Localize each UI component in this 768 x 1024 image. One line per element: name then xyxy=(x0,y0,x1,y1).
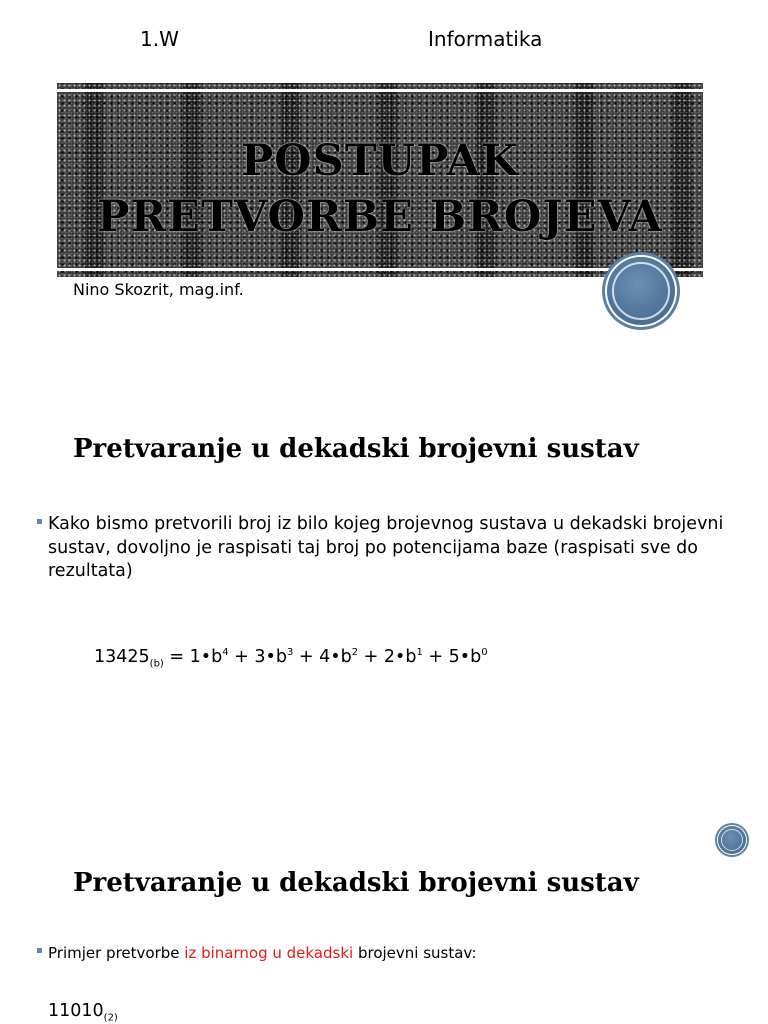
section-2-heading: Pretvaranje u dekadski brojevni sustav xyxy=(73,868,639,898)
circle-badge-icon xyxy=(718,826,746,854)
title-banner xyxy=(57,83,703,277)
formula-equals: = xyxy=(163,647,190,667)
circle-badge-icon xyxy=(607,257,675,325)
formula-number: 13425 xyxy=(94,647,150,667)
section-2-bullet-text: Primjer pretvorbe iz binarnog u dekadski brojevni sustav: xyxy=(48,944,477,962)
bullet-marker-icon xyxy=(37,948,42,953)
slide-title-line-1: POSTUPAK xyxy=(240,136,520,186)
formula-term: $4•b^2$ + xyxy=(319,647,384,667)
subject-label: Informatika xyxy=(428,27,543,51)
class-label: 1.W xyxy=(140,27,179,51)
formula-term: $1•b^4$ + xyxy=(189,647,255,667)
formula-term: $5•b^0$ xyxy=(448,647,488,667)
section-1-heading: Pretvaranje u dekadski brojevni sustav xyxy=(73,434,639,464)
expansion-formula xyxy=(94,646,488,668)
example-number: 11010 xyxy=(48,1001,104,1021)
formula-term: $3•b^3$ + xyxy=(254,647,320,667)
bullet-marker-icon xyxy=(37,519,42,524)
section-1-bullet-text: Kako bismo pretvorili broj iz bilo kojeg brojevnog sustava u dekadski brojevni sustav, dovoljno je raspisati taj broj po potencijama baze (raspisati sve do rezultata) xyxy=(48,514,724,581)
slide-title-line-2: PRETVORBE BROJEVA xyxy=(97,192,663,242)
formula-term: $2•b^1$ + xyxy=(383,647,449,667)
author-name: Nino Skozrit, mag.inf. xyxy=(73,280,244,299)
slide-title xyxy=(57,133,703,245)
example-base-subscript: (2) xyxy=(103,1012,118,1024)
binary-example xyxy=(48,1000,118,1022)
highlighted-text: iz binarnog u dekadski xyxy=(184,944,354,962)
banner-bottom-line xyxy=(57,268,703,271)
banner-top-line xyxy=(57,89,703,92)
formula-base-subscript: (b) xyxy=(149,658,164,670)
